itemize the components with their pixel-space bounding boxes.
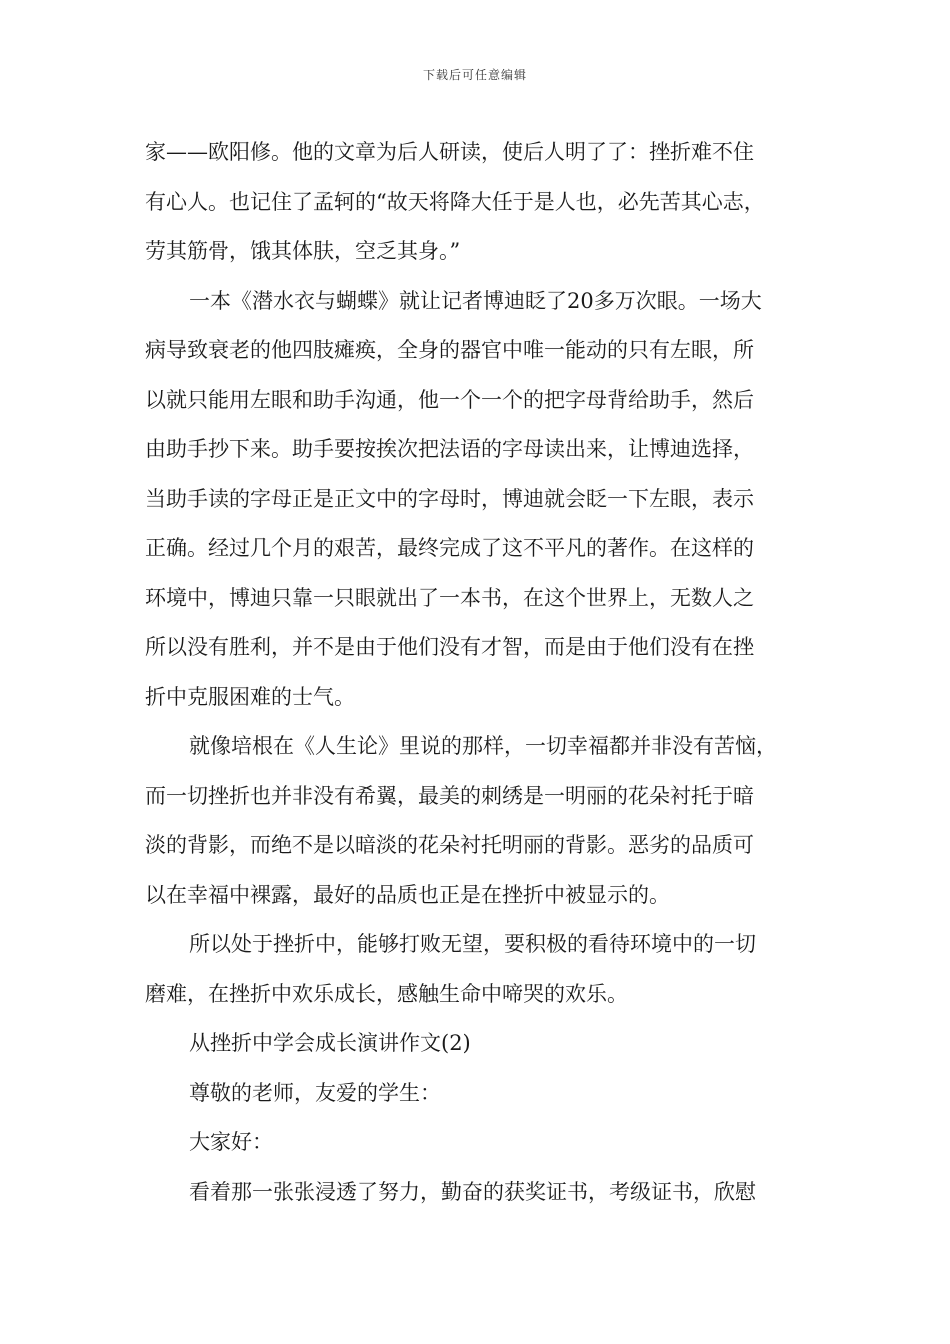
essay-title-line: 从挫折中学会成长演讲作文(2) [189, 1031, 471, 1055]
text-line: 环境中，博迪只靠一只眼就出了一本书，在这个世界上，无数人之 [145, 585, 754, 610]
paragraph-start-line: 所以处于挫折中，能够打败无望，要积极的看待环境中的一切 [189, 932, 756, 956]
paragraph-start-line: 看着那一张张浸透了努力，勤奋的获奖证书，考级证书，欣慰 [189, 1179, 756, 1204]
text-line: 淡的背影，而绝不是以暗淡的花朵衬托明丽的背影。恶劣的品质可 [145, 833, 754, 857]
page-header-note: 下载后可任意编辑 [422, 68, 527, 82]
text-line: 折中克服困难的士气。 [145, 684, 355, 709]
paragraph-start-line: 一本《潜水衣与蝴蝶》就让记者博迪眨了20多万次眼。一场大 [189, 288, 762, 313]
text-line: 由助手抄下来。助手要按挨次把法语的字母读出来，让博迪选择， [145, 437, 754, 461]
text-line: 劳其筋骨，饿其体肤，空乏其身。” [145, 239, 461, 263]
text-line: 以在幸福中裸露，最好的品质也正是在挫折中被显示的。 [145, 882, 670, 907]
text-line: 以就只能用左眼和助手沟通，他一个一个的把字母背给助手，然后 [145, 387, 754, 412]
text-line: 磨难，在挫折中欢乐成长，感触生命中啼哭的欢乐。 [145, 981, 628, 1006]
text-line: 家——欧阳修。他的文章为后人研读，使后人明了了：挫折难不住 [145, 140, 754, 164]
text-line: 有心人。也记住了孟轲的“故天将降大任于是人也，必先苦其心志， [145, 189, 765, 214]
salutation-line: 尊敬的老师，友爱的学生： [189, 1080, 441, 1105]
text-line: 当助手读的字母正是正文中的字母时，博迪就会眨一下左眼，表示 [145, 486, 754, 511]
text-line: 正确。经过几个月的艰苦，最终完成了这不平凡的著作。在这样的 [145, 536, 754, 560]
text-line: 所以没有胜利，并不是由于他们没有才智，而是由于他们没有在挫 [145, 635, 754, 659]
paragraph-start-line: 就像培根在《人生论》里说的那样，一切幸福都并非没有苦恼， [189, 734, 777, 758]
document-body [145, 128, 805, 1217]
text-line: 病导致衰老的他四肢瘫痪，全身的器官中唯一能动的只有左眼，所 [145, 338, 754, 362]
text-line: 而一切挫折也并非没有希翼，最美的刺绣是一明丽的花朵衬托于暗 [145, 783, 754, 808]
greeting-line: 大家好： [189, 1130, 273, 1154]
